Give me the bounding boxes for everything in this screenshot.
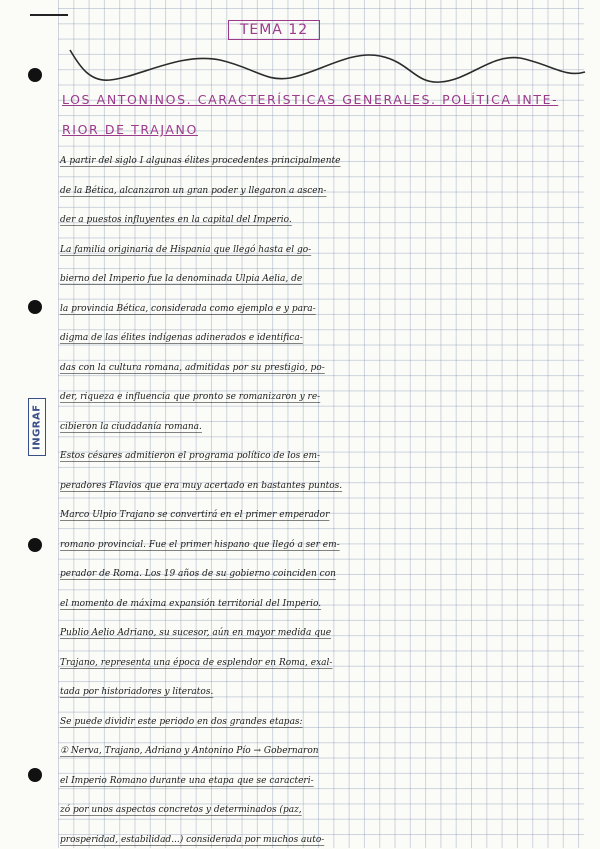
heading-line: RIOR DE TRAJANO <box>62 122 198 137</box>
note-line: der a puestos influyentes en la capital del Imperio. <box>60 215 292 225</box>
note-line: La familia originaria de Hispania que llegó hasta el go- <box>60 244 312 255</box>
binder-hole <box>28 68 42 82</box>
note-line: Marco Ulpio Trajano se convertirá en el primer emperador <box>60 510 330 520</box>
binder-hole <box>28 768 42 782</box>
brand-logo: INGRAF <box>28 398 46 456</box>
note-line: Se puede dividir este periodo en dos grandes etapas: <box>60 716 303 727</box>
note-line: der, riqueza e influencia que pronto se romanizaron y re- <box>60 392 321 402</box>
note-line: das con la cultura romana, admitidas por su prestigio, po- <box>60 362 325 373</box>
note-line: cibieron la ciudadanía romana. <box>60 421 202 432</box>
wave-decoration <box>60 42 590 92</box>
note-line: Publio Aelio Adriano, su sucesor, aún en mayor medida que <box>60 628 332 638</box>
binder-hole <box>28 300 42 314</box>
note-line: bierno del Imperio fue la denominada Ulpia Aelia, de <box>60 274 303 284</box>
binder-hole <box>28 538 42 552</box>
note-line: digma de las élites indígenas adinerados e identifica- <box>60 333 303 343</box>
note-line: el momento de máxima expansión territorial del Imperio. <box>60 598 322 609</box>
note-line: A partir del siglo I algunas élites procedentes principalmente <box>60 156 341 166</box>
note-line: romano provincial. Fue el primer hispano que llegó a ser em- <box>60 539 340 550</box>
heading-line: LOS ANTONINOS. CARACTERÍSTICAS GENERALES. POLÍTICA INTE- <box>62 92 559 107</box>
note-line: Estos césares admitieron el programa político de los em- <box>60 451 321 461</box>
note-line: la provincia Bética, considerada como ejemplo e y para- <box>60 303 316 314</box>
top-rule-line <box>30 14 68 16</box>
note-line: perador de Roma. Los 19 años de su gobierno coinciden con <box>60 569 336 579</box>
note-line: ① Nerva, Trajano, Adriano y Antonino Pío → Gobernaron <box>60 746 319 756</box>
note-line: de la Bética, alcanzaron un gran poder y llegaron a ascen- <box>60 185 327 196</box>
note-line: prosperidad, estabilidad...) considerada por muchos auto- <box>60 834 325 845</box>
note-line: peradores Flavios que era muy acertado en bastantes puntos. <box>60 480 343 491</box>
note-line: zó por unos aspectos concretos y determinados (paz, <box>60 805 302 815</box>
note-line: tada por historiadores y literatos. <box>60 687 214 697</box>
page-title: TEMA 12 <box>228 20 320 40</box>
note-line: el Imperio Romano durante una etapa que se caracteri- <box>60 775 314 786</box>
note-line: Trajano, representa una época de esplendor en Roma, exal- <box>60 657 333 668</box>
